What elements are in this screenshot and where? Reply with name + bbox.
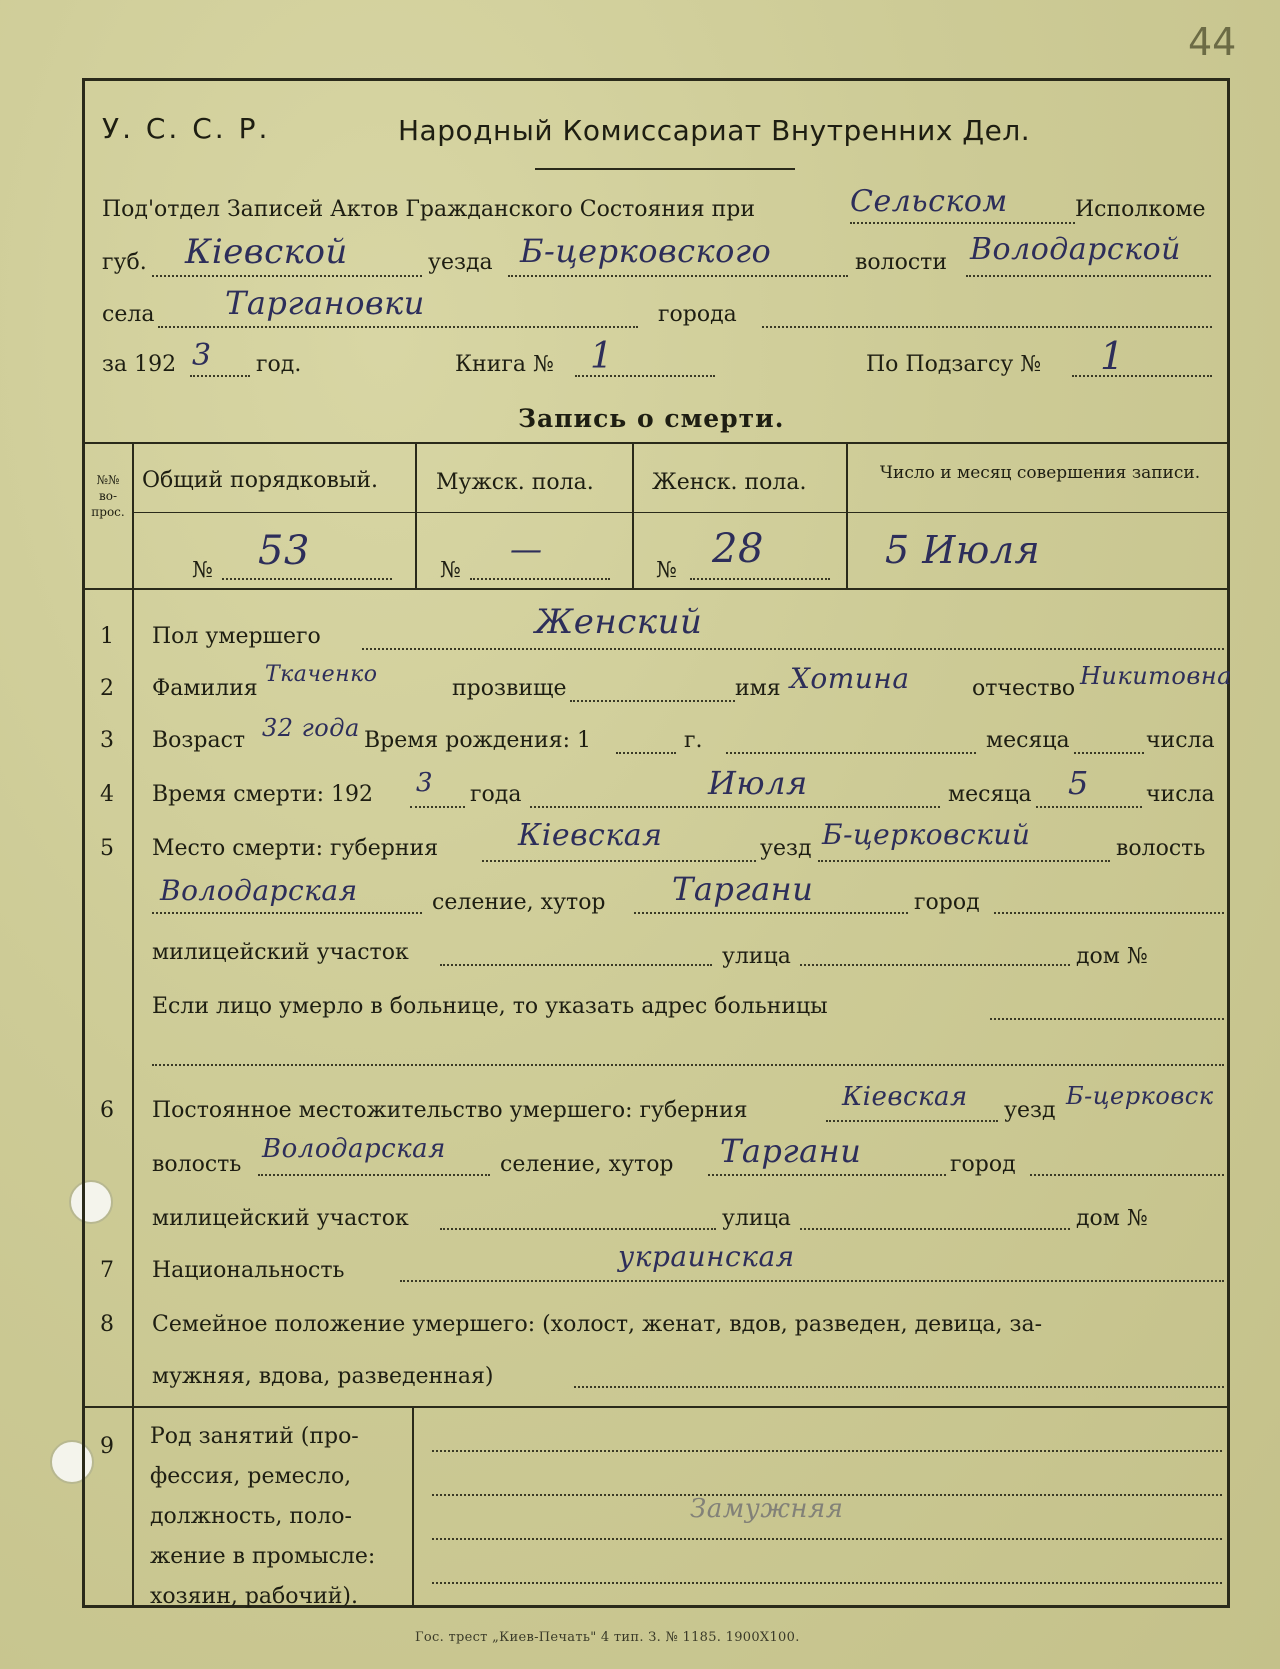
year-line — [190, 375, 250, 377]
row-number: 8 — [100, 1312, 114, 1337]
row-number: 7 — [100, 1258, 114, 1283]
death-year-line — [410, 806, 465, 808]
residence-milic-line — [440, 1228, 716, 1230]
residence-volost-line — [258, 1174, 490, 1176]
death-month-line — [530, 806, 940, 808]
occupation-label-5: хозяин, рабочий). — [150, 1584, 358, 1609]
birth-g: г. — [684, 728, 703, 753]
birth-day-line — [1074, 752, 1144, 754]
selo-line — [158, 326, 638, 328]
female-line — [690, 578, 830, 580]
volost-label: волости — [855, 250, 948, 275]
council-handwritten: Сельском — [850, 184, 1008, 219]
nationality-value: украинская — [618, 1240, 795, 1273]
header-underline — [535, 168, 795, 170]
residence-selo-value: Таргани — [720, 1132, 862, 1170]
volost-handwritten: Володарской — [970, 232, 1181, 267]
hospital-label: Если лицо умерло в больнице, то указать адрес больницы — [152, 994, 828, 1019]
death-year-label: года — [470, 782, 522, 807]
subreg-line — [1072, 375, 1212, 377]
occupation-label-2: фессия, ремесло, — [150, 1464, 352, 1489]
death-gub-line — [482, 860, 756, 862]
office-label: Под'отдел Записей Актов Гражданского Состояния при — [102, 197, 756, 222]
occupation-line — [432, 1582, 1222, 1584]
death-dom-label: дом № — [1076, 944, 1148, 969]
printer-footer: Гос. трест „Киев-Печать" 4 тип. З. № 1185. 1900Х100. — [415, 1630, 800, 1645]
qnum-header: №№ во- прос. — [91, 473, 125, 519]
residence-uezd-label: уезд — [1004, 1098, 1056, 1123]
surname-value: Ткаченко — [265, 662, 378, 687]
record-date: 5 Июля — [885, 528, 1041, 572]
occupation-line — [432, 1494, 1222, 1496]
residence-ulica-label: улица — [722, 1206, 791, 1231]
table-top-line — [84, 442, 1228, 444]
death-day-label: числа — [1146, 782, 1215, 807]
death-day-line — [1036, 806, 1142, 808]
table-bottom-line — [84, 588, 1228, 590]
residence-dom-label: дом № — [1076, 1206, 1148, 1231]
death-selo-line — [634, 912, 908, 914]
residence-label: Постоянное местожительство умершего: губерния — [152, 1098, 748, 1123]
occupation-label-4: жение в промысле: — [150, 1544, 376, 1569]
hospital-line-2 — [152, 1064, 1224, 1066]
occupation-label-1: Род занятий (про- — [150, 1424, 359, 1449]
row-number: 2 — [100, 676, 114, 701]
volost-line — [966, 275, 1211, 277]
col-line — [632, 442, 634, 588]
patronymic-value: Никитовна — [1080, 662, 1232, 690]
residence-milic-label: милицейский участок — [152, 1206, 409, 1231]
marital-line — [574, 1386, 1224, 1388]
row-number: 5 — [100, 836, 114, 861]
year-suffix: год. — [256, 352, 302, 377]
death-place-label: Место смерти: губерния — [152, 836, 439, 861]
subreg-label: По Подзагсу № — [866, 352, 1042, 377]
row-number: 6 — [100, 1098, 114, 1123]
death-uezd-line — [818, 860, 1110, 862]
book-line — [575, 375, 715, 377]
subreg-number: 1 — [1100, 334, 1125, 378]
death-time-label: Время смерти: 192 — [152, 782, 374, 807]
birth-day-label: числа — [1146, 728, 1215, 753]
female-header: Женск. пола. — [652, 470, 807, 495]
nationality-label: Национальность — [152, 1258, 345, 1283]
birth-year-line — [616, 752, 676, 754]
gub-line — [152, 275, 422, 277]
birth-month-label: месяца — [986, 728, 1070, 753]
death-volost-label: волость — [1116, 836, 1206, 861]
residence-gub-value: Кiевская — [842, 1082, 968, 1112]
residence-uezd-value: Б-церковск — [1066, 1082, 1214, 1110]
commissariat-title: Народный Комиссариат Внутренних Дел. — [398, 114, 1031, 147]
marital-label-2: мужняя, вдова, разведенная) — [152, 1364, 494, 1389]
general-line — [222, 578, 392, 580]
male-header: Мужск. пола. — [436, 470, 594, 495]
residence-gorod-line — [1030, 1174, 1224, 1176]
residence-volost-value: Володарская — [262, 1134, 446, 1164]
female-no: № — [656, 558, 677, 583]
gorod-label: города — [658, 302, 737, 327]
patronymic-label: отчество — [972, 676, 1076, 701]
male-number: — — [510, 530, 543, 568]
residence-volost-label: волость — [152, 1152, 242, 1177]
header-divider — [132, 512, 1228, 513]
uezd-handwritten: Б-церковского — [520, 232, 772, 270]
uezd-line — [508, 275, 848, 277]
occupation-column-line — [412, 1406, 414, 1608]
year-digit: 3 — [192, 338, 212, 373]
death-day: 5 — [1068, 764, 1089, 802]
residence-gorod-label: город — [950, 1152, 1016, 1177]
death-year-digit: 3 — [416, 768, 434, 798]
birth-label: Время рождения: 1 — [364, 728, 591, 753]
death-milic-line — [440, 964, 712, 966]
gub-label: губ. — [102, 250, 147, 275]
general-no: № — [192, 558, 213, 583]
occupation-value-faint: Замужняя — [690, 1494, 844, 1524]
residence-selo-line — [708, 1174, 946, 1176]
selo-label: села — [102, 302, 155, 327]
occupation-label-3: должность, поло- — [150, 1504, 352, 1529]
death-month: Июля — [708, 764, 808, 802]
death-ulica-line — [800, 964, 1070, 966]
name-value: Хотина — [790, 662, 910, 695]
qnum-column-line — [132, 442, 134, 1608]
male-line — [470, 578, 610, 580]
death-volost-value: Володарская — [160, 874, 358, 907]
selo-handwritten: Таргановки — [225, 284, 425, 322]
archive-page-number: 44 — [1188, 20, 1237, 64]
death-gub-value: Кiевская — [518, 818, 663, 853]
general-header: Общий порядковый. — [142, 468, 379, 493]
general-number: 53 — [258, 528, 310, 574]
death-uezd-value: Б-церковский — [822, 818, 1031, 851]
name-label: имя — [735, 676, 781, 701]
sex-value: Женский — [535, 602, 703, 642]
death-gorod-label: город — [914, 890, 980, 915]
republic-title: У. С. С. Р. — [102, 112, 271, 145]
col-line — [415, 442, 417, 588]
death-uezd-label: уезд — [760, 836, 812, 861]
occupation-line — [432, 1538, 1222, 1540]
residence-selo-label: селение, хутор — [500, 1152, 674, 1177]
age-label: Возраст — [152, 728, 246, 753]
death-ulica-label: улица — [722, 944, 791, 969]
row-number: 3 — [100, 728, 114, 753]
office-label-post: Исполкоме — [1075, 197, 1206, 222]
male-no: № — [440, 558, 461, 583]
occupation-line — [432, 1450, 1222, 1452]
hospital-line — [990, 1018, 1224, 1020]
row-number: 9 — [100, 1434, 114, 1459]
council-line — [850, 222, 1075, 224]
record-title: Запись о смерти. — [518, 404, 785, 433]
birth-month-line — [726, 752, 976, 754]
section-line — [84, 1406, 1228, 1408]
residence-ulica-line — [800, 1228, 1070, 1230]
nationality-line — [400, 1280, 1224, 1282]
residence-gub-line — [826, 1120, 998, 1122]
sex-label: Пол умершего — [152, 624, 321, 649]
death-selo-value: Таргани — [672, 870, 814, 908]
gub-handwritten: Кiевской — [185, 232, 348, 272]
year-label: за 192 — [102, 352, 177, 377]
sex-line — [362, 648, 1224, 650]
uezd-label: уезда — [428, 250, 493, 275]
book-number: 1 — [590, 336, 614, 377]
surname-label: Фамилия — [152, 676, 258, 701]
female-number: 28 — [712, 526, 764, 572]
death-month-label: месяца — [948, 782, 1032, 807]
death-gorod-line — [994, 912, 1224, 914]
marital-label: Семейное положение умершего: (холост, женат, вдов, разведен, девица, за- — [152, 1312, 1043, 1337]
death-selo-label: селение, хутор — [432, 890, 606, 915]
age-value: 32 года — [262, 714, 360, 742]
col-line — [846, 442, 848, 588]
gorod-line — [762, 326, 1212, 328]
death-volost-line — [152, 912, 422, 914]
date-header: Число и месяц совершения записи. — [879, 463, 1201, 483]
book-label: Книга № — [455, 352, 554, 377]
nickname-label: прозвище — [452, 676, 567, 701]
row-number: 1 — [100, 624, 114, 649]
death-milic-label: милицейский участок — [152, 940, 409, 965]
nickname-line — [570, 700, 735, 702]
row-number: 4 — [100, 782, 114, 807]
